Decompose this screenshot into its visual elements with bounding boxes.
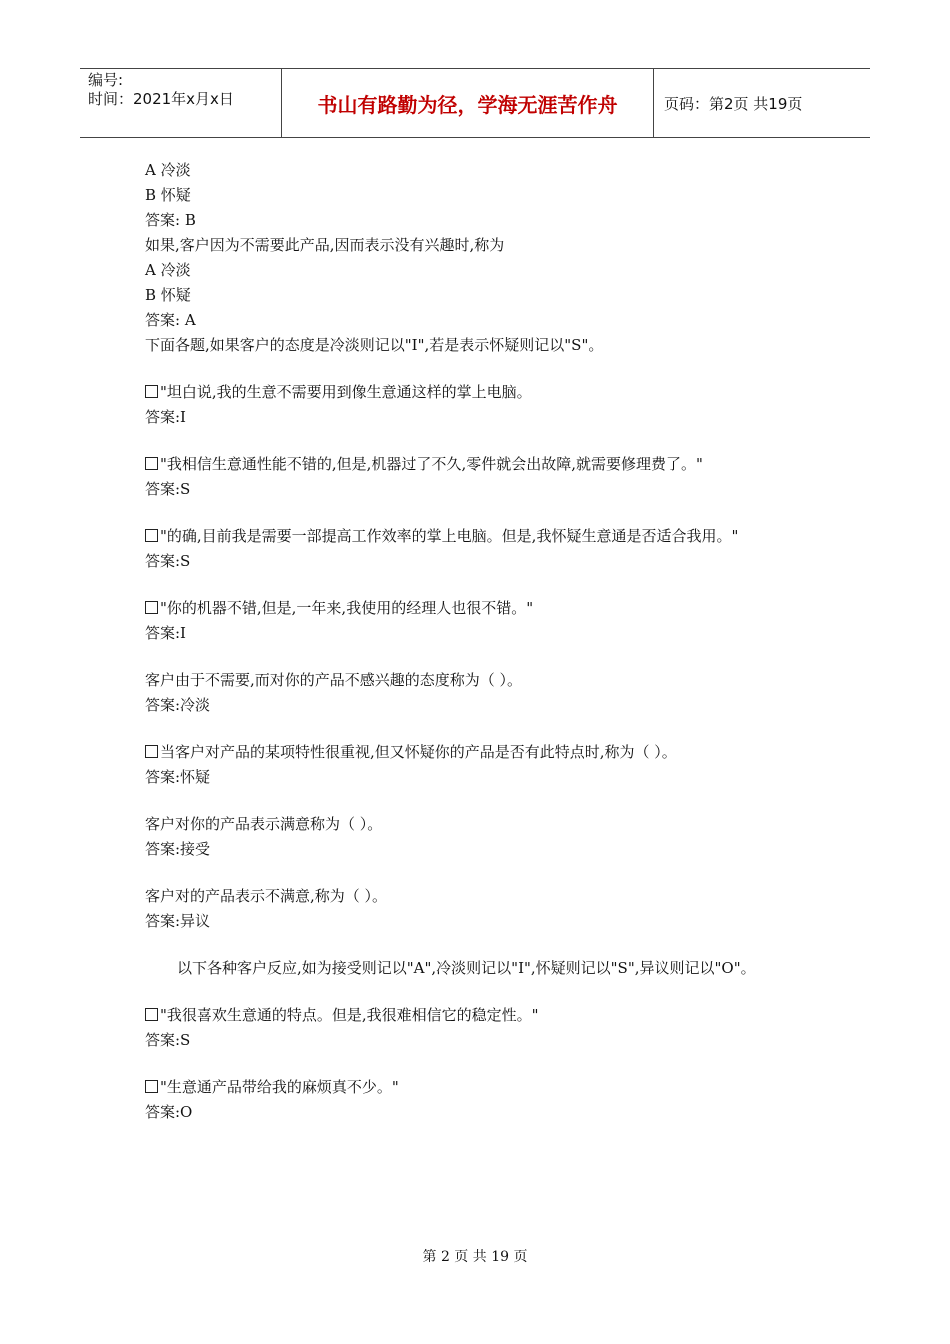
question-item: "我相信生意通性能不错的,但是,机器过了不久,零件就会出故障,就需要修理费了。" <box>145 452 785 477</box>
motto-cell <box>282 69 654 137</box>
checkbox-icon <box>145 1080 158 1093</box>
option-a: A 冷淡 <box>145 261 191 279</box>
answer: 答案:冷淡 <box>145 696 211 714</box>
checkbox-icon <box>145 745 158 758</box>
motto-text: 书山有路勤为径，学海无涯苦作舟 <box>317 92 618 117</box>
checkbox-icon <box>145 601 158 614</box>
number-label: 编号: <box>88 71 124 89</box>
question-item: 客户对的产品表示不满意,称为（ ）。 <box>145 887 388 905</box>
answer: 答案:S <box>145 1031 191 1049</box>
answer: 答案:异议 <box>145 912 211 930</box>
option-a: A 冷淡 <box>145 161 191 179</box>
page-footer: 第 2 页 共 19 页 <box>422 1249 528 1265</box>
checkbox-icon <box>145 457 158 470</box>
question-item: "坦白说,我的生意不需要用到像生意通这样的掌上电脑。 <box>145 380 785 405</box>
question-item: 当客户对产品的某项特性很重视,但又怀疑你的产品是否有此特点时,称为（ ）。 <box>145 740 785 765</box>
answer: 答案:怀疑 <box>145 768 211 786</box>
question-item: 客户由于不需要,而对你的产品不感兴趣的态度称为（ ）。 <box>145 671 523 689</box>
checkbox-icon <box>145 529 158 542</box>
answer: 答案:I <box>145 408 186 426</box>
question-item: "我很喜欢生意通的特点。但是,我很难相信它的稳定性。" <box>145 1003 785 1028</box>
time-label: 时间：2021年x月x日 <box>88 90 234 108</box>
checkbox-icon <box>145 1008 158 1021</box>
question: 如果,客户因为不需要此产品,因而表示没有兴趣时,称为 <box>145 236 505 254</box>
section-instruction: 以下各种客户反应,如为接受则记以"A",冷淡则记以"I",怀疑则记以"S",异议则记以"O"。 <box>177 959 756 977</box>
checkbox-icon <box>145 385 158 398</box>
answer: 答案:接受 <box>145 840 211 858</box>
option-b: B 怀疑 <box>145 286 191 304</box>
question-item: "你的机器不错,但是,一年来,我使用的经理人也很不错。" <box>145 596 785 621</box>
answer: 答案:O <box>145 1103 193 1121</box>
answer: 答案:S <box>145 552 191 570</box>
page-info-text: 页码：第2页 共19页 <box>664 94 803 113</box>
section-instruction: 下面各题,如果客户的态度是冷淡则记以"I",若是表示怀疑则记以"S"。 <box>145 336 604 354</box>
question-item: "的确,目前我是需要一部提高工作效率的掌上电脑。但是,我怀疑生意通是否适合我用。" <box>145 524 785 549</box>
option-b: B 怀疑 <box>145 186 191 204</box>
question-item: "生意通产品带给我的麻烦真不少。" <box>145 1075 785 1100</box>
question-item: 客户对你的产品表示满意称为（ ）。 <box>145 815 383 833</box>
document-body <box>145 158 785 1125</box>
answer: 答案:S <box>145 480 191 498</box>
header-table <box>80 68 870 138</box>
answer: 答案: B <box>145 211 196 229</box>
page-info-cell <box>654 69 870 137</box>
answer: 答案: A <box>145 311 196 329</box>
answer: 答案:I <box>145 624 186 642</box>
header-meta-cell <box>80 69 282 137</box>
